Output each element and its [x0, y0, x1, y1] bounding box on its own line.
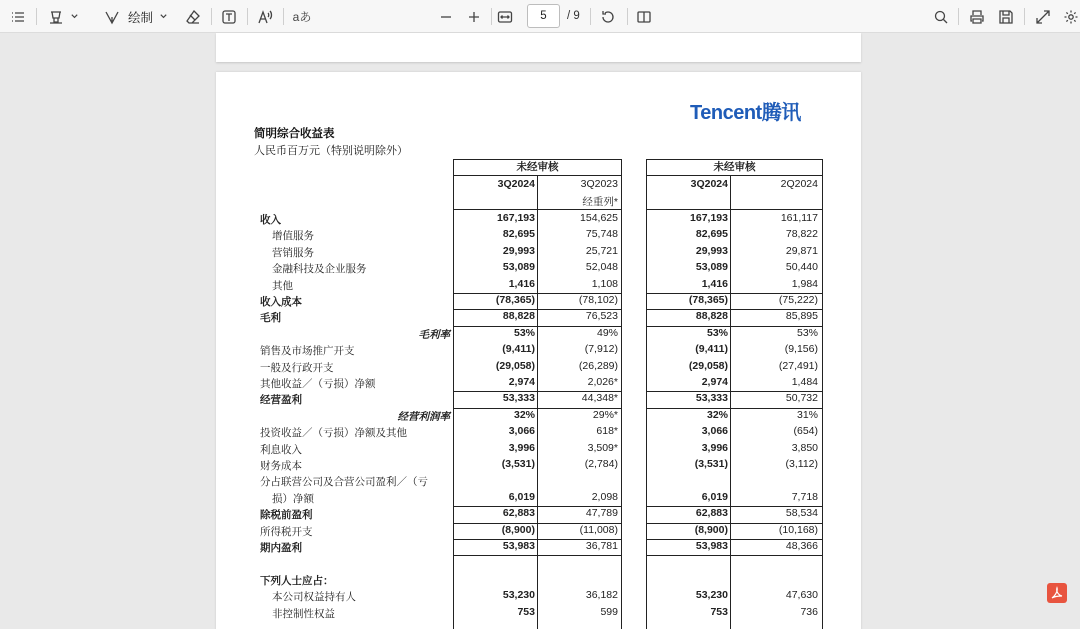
pdf-app-icon[interactable] [1046, 582, 1068, 604]
search-icon [933, 9, 949, 25]
search-button[interactable] [932, 6, 950, 27]
row-label: 其他收益／（亏损）净额 [260, 378, 376, 390]
value-cell: 53,089 [502, 261, 535, 274]
table-row [254, 539, 824, 556]
value-cell: 36,182 [585, 589, 618, 602]
printer-icon [969, 9, 985, 25]
row-label: 其他 [272, 279, 293, 292]
table-row [254, 523, 824, 540]
eraser-button[interactable] [184, 6, 202, 27]
table-row [254, 506, 824, 523]
group-header-unaudited: 未经审核 [646, 159, 823, 176]
row-label: 利息收入 [260, 443, 302, 456]
table-row [254, 588, 824, 605]
row-label: 经营利润率 [397, 410, 450, 423]
value-cell: 2,974 [701, 376, 728, 388]
toolbar-separator [590, 8, 591, 25]
value-cell: (8,900) [694, 523, 728, 536]
header-rule [453, 209, 622, 210]
value-cell: 78,822 [785, 228, 818, 241]
value-cell: 3,066 [701, 425, 728, 438]
value-cell: 1,484 [791, 376, 818, 388]
value-cell: 599 [600, 605, 618, 618]
eraser-icon [185, 9, 201, 25]
page-number-input[interactable]: 5 [527, 4, 560, 28]
value-cell: 3,850 [791, 441, 818, 454]
table-row [254, 457, 824, 474]
text-box-button[interactable] [220, 6, 238, 27]
pen-icon [104, 9, 120, 25]
page-view-icon [636, 9, 652, 25]
value-cell: (3,112) [785, 458, 818, 470]
value-cell: (7,912) [584, 343, 618, 356]
table-row [254, 408, 824, 425]
value-cell: (9,156) [784, 343, 818, 356]
row-label: 下列人士应占： [260, 574, 334, 587]
value-cell: 88,828 [695, 310, 728, 323]
fit-width-button[interactable] [496, 6, 514, 27]
value-cell: 44,348* [581, 392, 618, 405]
value-cell: 3,996 [508, 441, 535, 454]
value-cell: 161,117 [780, 212, 818, 224]
value-cell: 753 [710, 605, 728, 618]
value-cell: (654) [793, 425, 818, 438]
value-cell: 53,089 [695, 261, 728, 274]
value-cell: 85,895 [785, 310, 818, 323]
value-cell: (3,531) [501, 458, 535, 470]
value-cell: 53,230 [502, 589, 535, 602]
value-cell: 3,509* [587, 441, 618, 454]
settings-button[interactable] [1062, 6, 1080, 27]
outline-list-icon[interactable] [9, 6, 27, 27]
value-cell: 29,993 [695, 244, 728, 257]
value-cell: (26,289) [578, 359, 618, 372]
save-button[interactable] [997, 6, 1015, 27]
value-cell: 6,019 [508, 490, 535, 503]
highlight-tool-button[interactable] [45, 6, 81, 27]
table-row [254, 424, 824, 441]
table-row [254, 260, 824, 277]
value-cell: 36,781 [585, 540, 618, 552]
row-label: 金融科技及企业服务 [272, 263, 367, 276]
minus-icon [438, 9, 454, 25]
value-cell: 53% [513, 326, 535, 339]
row-label: 营销服务 [272, 246, 314, 259]
page-total: / 9 [567, 10, 580, 22]
value-cell: (2,784) [584, 458, 618, 470]
value-cell: 49% [596, 326, 618, 339]
highlighter-icon [48, 9, 64, 25]
table-row [254, 277, 824, 294]
row-label: 本公司权益持有人 [272, 591, 356, 604]
value-cell: 29%* [592, 408, 618, 421]
draw-tool-button[interactable] [100, 6, 172, 27]
table-row [254, 555, 824, 572]
value-cell: 3,066 [508, 425, 535, 438]
value-cell: 31% [796, 408, 818, 421]
value-cell: 48,366 [785, 540, 818, 552]
toolbar-separator [958, 8, 959, 25]
value-cell: 62,883 [502, 507, 535, 520]
row-label: 销售及市场推广开支 [260, 345, 355, 358]
statement-subtitle: 人民币百万元（特别说明除外） [254, 145, 408, 157]
value-cell: 75,748 [585, 228, 618, 241]
table-row [254, 490, 824, 507]
column-header: 2Q2024 [780, 178, 818, 190]
value-cell: 25,721 [585, 244, 618, 257]
gear-icon [1063, 9, 1079, 25]
value-cell: 1,416 [701, 277, 728, 290]
value-cell: (10,168) [778, 523, 818, 536]
value-cell: 53,333 [502, 392, 535, 405]
value-cell: (3,531) [694, 458, 728, 470]
row-label: 期内盈利 [260, 542, 302, 554]
table-row [254, 211, 824, 228]
zoom-in-button[interactable] [466, 6, 482, 27]
value-cell: 53% [706, 326, 728, 339]
row-label: 毛利 [260, 312, 281, 325]
value-cell: 32% [706, 408, 728, 421]
toolbar-separator [211, 8, 212, 25]
row-label: 投资收益／（亏损）净额及其他 [260, 427, 407, 440]
value-cell: 53,230 [695, 589, 728, 602]
value-cell: 82,695 [502, 228, 535, 241]
plus-icon [466, 9, 482, 25]
value-cell: 76,523 [585, 310, 618, 323]
row-label: 一般及行政开支 [260, 361, 334, 374]
table-row [254, 605, 824, 622]
statement-title: 简明综合收益表 [254, 128, 335, 140]
translate-button[interactable]: aあ [292, 10, 312, 24]
row-label: 收入 [260, 214, 281, 226]
tencent-logo: Tencent腾讯 [690, 102, 801, 124]
row-label: 收入成本 [260, 296, 302, 308]
value-cell: 618* [596, 425, 618, 438]
row-label: 损）净额 [272, 492, 314, 505]
table-row [254, 375, 824, 392]
column-header: 3Q2024 [497, 178, 535, 190]
row-label: 所得税开支 [260, 525, 313, 538]
value-cell: (9,411) [695, 343, 728, 356]
chevron-down-icon [159, 12, 168, 21]
row-label: 增值服务 [272, 230, 314, 243]
viewer-toolbar [0, 0, 1080, 33]
column-header: 3Q2024 [690, 178, 728, 190]
table-row [254, 473, 824, 490]
value-cell: (78,102) [578, 294, 618, 306]
rotate-button[interactable] [599, 6, 617, 27]
value-cell: 1,416 [508, 277, 535, 290]
text-box-icon [221, 9, 237, 25]
value-cell: (75,222) [778, 294, 818, 306]
value-cell: 50,440 [785, 261, 818, 274]
value-cell: 7,718 [791, 490, 818, 503]
table-row [254, 227, 824, 244]
column-header: 3Q2023 [580, 178, 618, 190]
value-cell: 58,534 [785, 507, 818, 520]
table-row [254, 244, 824, 261]
value-cell: (27,491) [778, 359, 818, 372]
row-label: 财务成本 [260, 460, 302, 472]
chevron-down-icon [70, 12, 79, 21]
value-cell: 47,789 [585, 507, 618, 520]
value-cell: (29,058) [688, 359, 728, 372]
expand-icon [1035, 9, 1051, 25]
header-rule [646, 209, 823, 210]
value-cell: 1,984 [791, 277, 818, 290]
row-label: 经营盈利 [260, 394, 302, 407]
zoom-out-button[interactable] [438, 6, 454, 27]
value-cell: (8,900) [501, 523, 535, 536]
restated-note: 经重列* [582, 196, 618, 208]
toolbar-separator [491, 8, 492, 25]
row-label: 非控制性权益 [272, 607, 335, 620]
value-cell: 52,048 [585, 261, 618, 274]
value-cell: 2,098 [591, 490, 618, 503]
table-row [254, 309, 824, 326]
row-label: 除税前盈利 [260, 509, 313, 522]
toolbar-separator [283, 8, 284, 25]
page-view-button[interactable] [635, 6, 653, 27]
draw-label: 绘制 [127, 10, 153, 25]
value-cell: 2,974 [508, 376, 535, 388]
toolbar-separator [627, 8, 628, 25]
value-cell: (78,365) [495, 294, 535, 306]
value-cell: 3,996 [701, 441, 728, 454]
previous-page [216, 33, 861, 62]
value-cell: 32% [513, 408, 535, 421]
value-cell: 736 [800, 605, 818, 618]
value-cell: 47,630 [785, 589, 818, 602]
read-aloud-icon [257, 9, 273, 25]
toolbar-separator [247, 8, 248, 25]
value-cell: 62,883 [695, 507, 728, 520]
value-cell: (11,008) [579, 523, 618, 536]
value-cell: 53% [796, 326, 818, 339]
table-row [254, 293, 824, 310]
value-cell: 50,732 [785, 392, 818, 405]
table-row [254, 441, 824, 458]
value-cell: 29,993 [502, 244, 535, 257]
read-aloud-button[interactable] [256, 6, 274, 27]
row-label: 分占联营公司及合营公司盈利／（亏 [260, 476, 428, 489]
value-cell: 154,625 [580, 212, 618, 224]
pdf-page [216, 72, 861, 629]
value-cell: 53,983 [502, 540, 535, 552]
value-cell: 753 [517, 605, 535, 618]
group-header-unaudited: 未经审核 [453, 159, 622, 176]
table-row [254, 342, 824, 359]
value-cell: (29,058) [495, 359, 535, 372]
table-row [254, 391, 824, 408]
fullscreen-button[interactable] [1034, 6, 1052, 27]
value-cell: 6,019 [701, 490, 728, 503]
value-cell: (9,411) [502, 343, 535, 356]
value-cell: 53,333 [695, 392, 728, 405]
value-cell: 29,871 [785, 244, 818, 257]
value-cell: 167,193 [690, 212, 728, 224]
value-cell: 82,695 [695, 228, 728, 241]
table-row [254, 326, 824, 343]
rotate-icon [600, 9, 616, 25]
print-button[interactable] [968, 6, 986, 27]
toolbar-separator [1024, 8, 1025, 25]
value-cell: 167,193 [497, 212, 535, 224]
value-cell: 53,983 [695, 540, 728, 552]
fit-width-icon [497, 9, 513, 25]
table-row [254, 359, 824, 376]
value-cell: (78,365) [688, 294, 728, 306]
row-label: 毛利率 [418, 328, 450, 341]
table-row [254, 572, 824, 589]
value-cell: 1,108 [591, 277, 618, 290]
toolbar-separator [36, 8, 37, 25]
value-cell: 2,026* [587, 376, 618, 388]
save-icon [998, 9, 1014, 25]
value-cell: 88,828 [502, 310, 535, 323]
